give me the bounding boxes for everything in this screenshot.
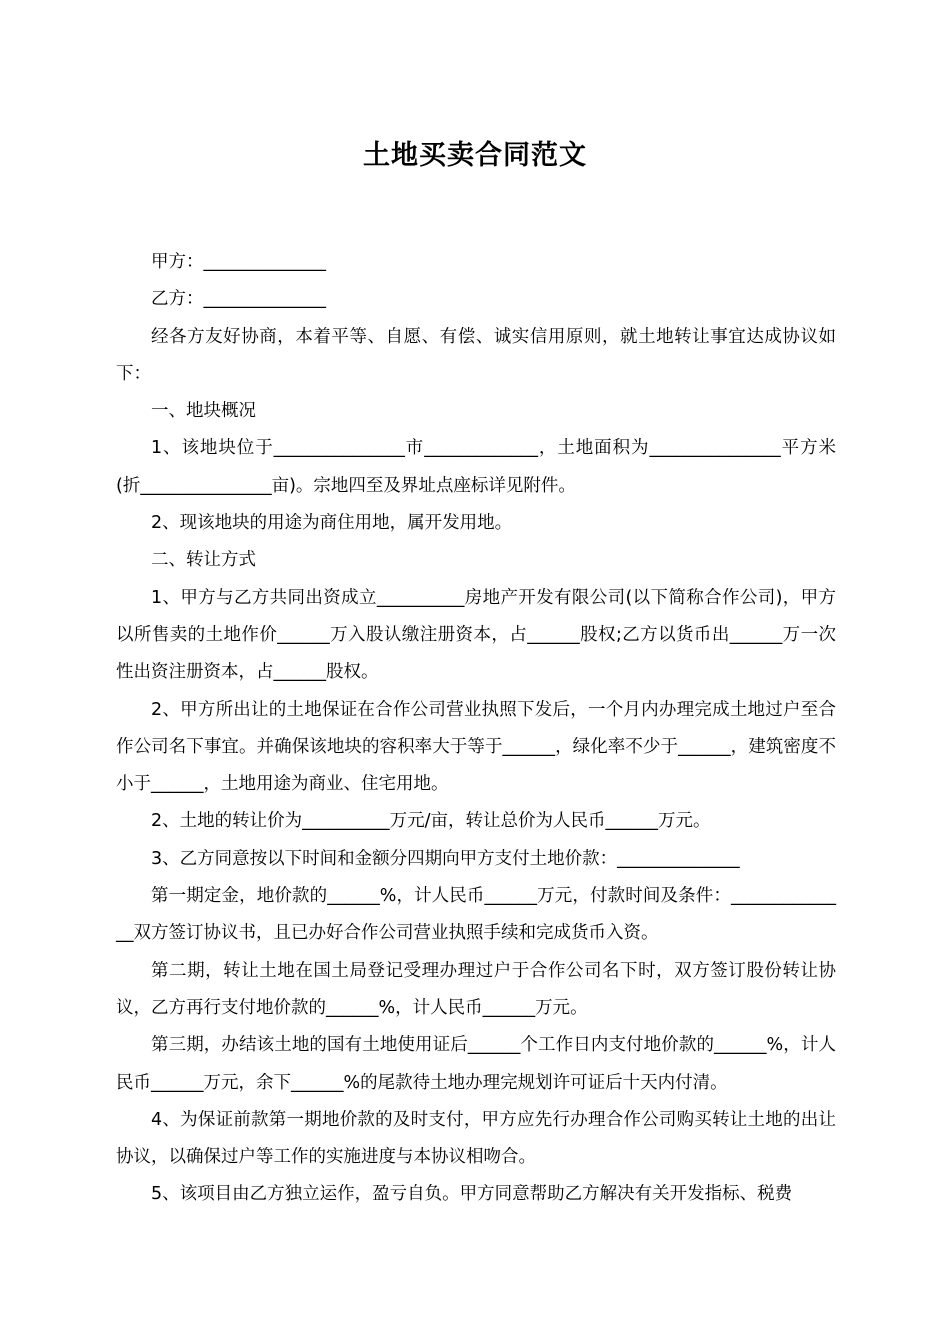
payment-phase-paragraph: 第二期，转让土地在国土局登记受理办理过户于合作公司名下时，双方签订股份转让协议，乙方再行支付地价款的______%，计人民币______万元。 — [116, 960, 836, 1018]
clause-paragraph: 4、为保证前款第一期地价款的及时支付，甲方应先行办理合作公司购买转让土地的出让协议，以确保过户等工作的实施进度与本协议相吻合。 — [116, 1109, 836, 1168]
clause-paragraph: 3、乙方同意按以下时间和金额分四期向甲方支付土地价款：______________ — [151, 848, 740, 869]
document-title: 土地买卖合同范文 — [363, 140, 587, 171]
clause-paragraph: 1、该地块位于_______________市_____________，土地面积为_______________平方米(折_______________亩)。宗地四至及界址点座标详见附件。 — [116, 438, 836, 496]
document-body — [116, 244, 836, 1214]
party-a-line: 甲方：______________ — [151, 252, 326, 272]
clause-paragraph: 1、甲方与乙方共同出资成立__________房地产开发有限公司(以下简称合作公司)，甲方以所售卖的土地作价______万入股认缴注册资本，占______股权;乙方以货币出______万一次性出资注册资本，占______股权。 — [116, 587, 836, 683]
clause-paragraph: 2、甲方所出让的土地保证在合作公司营业执照下发后，一个月内办理完成土地过户至合作公司名下事宜。并确保该地块的容积率大于等于______，绿化率不少于______，建筑密度不小于______，土地用途为商业、住宅用地。 — [116, 699, 836, 795]
clause-paragraph: 5、该项目由乙方独立运作，盈亏自负。甲方同意帮助乙方解决有关开发指标、税费 — [151, 1184, 793, 1205]
payment-phase-paragraph: 第一期定金，地价款的______%，计人民币______万元，付款时间及条件：______________双方签订协议书，且已办好合作公司营业执照手续和完成货币入资。 — [116, 886, 836, 944]
section-heading: 一、地块概况 — [151, 401, 256, 422]
preamble-paragraph: 经各方友好协商，本着平等、自愿、有偿、诚实信用原则，就土地转让事宜达成协议如下： — [116, 326, 836, 384]
section-heading: 二、转让方式 — [151, 550, 256, 571]
party-b-line: 乙方：______________ — [151, 289, 326, 310]
clause-paragraph: 2、土地的转让价为__________万元/亩，转让总价为人民币______万元。 — [151, 811, 711, 832]
clause-paragraph: 2、现该地块的用途为商住用地，属开发用地。 — [151, 513, 513, 534]
payment-phase-paragraph: 第三期，办结该土地的国有土地使用证后______个工作日内支付地价款的______%，计人民币______万元，余下______%的尾款待土地办理完规划许可证后十天内付清。 — [116, 1035, 836, 1093]
